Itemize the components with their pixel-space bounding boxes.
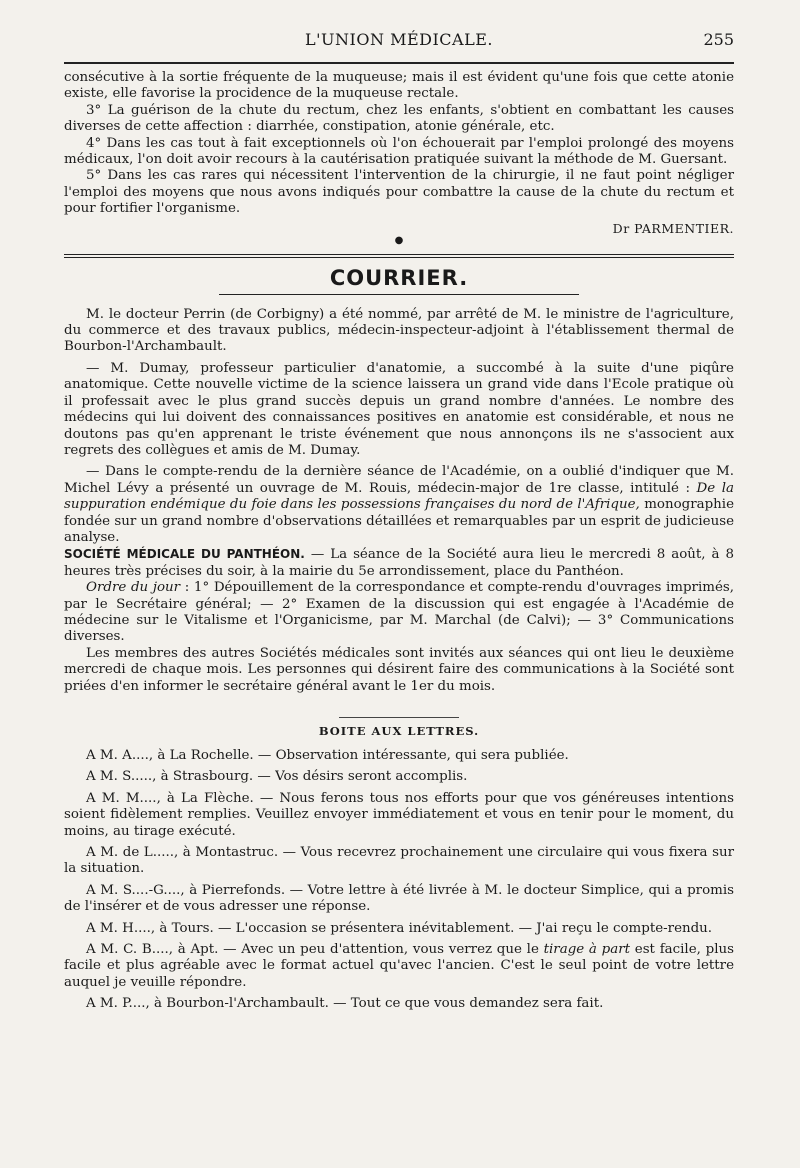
courrier-paragraph-3-start: — Dans le compte-rendu de la dernière séance de l'Académie, on a oublié d'indiquer que M. Michel Lévy a présenté un ouvrage de M. Rouis, médecin-major de 1re classe, intitulé : <box>64 464 734 496</box>
courrier-paragraph-3 <box>64 464 734 546</box>
society-name: SOCIÉTÉ MÉDICALE DU PANTHÉON. <box>64 547 305 562</box>
agenda-text: : 1° Dépouillement de la correspondance et compte-rendu d'ouvrages imprimés, par le Secrétaire général; — 2° Examen de la discussion qui est engagée à l'Académie de médecine sur le Vitalisme et l'Organicisme, par M. Marchal (de Calvi); — 3° Communications diverses. <box>64 580 734 645</box>
letter-7-emphasis: tirage à part <box>543 942 631 958</box>
header-rule <box>64 62 734 64</box>
courrier-paragraph-3-end: monographie fondée sur un grand nombre d'observations détaillées et remarquables par un esprit de judicieuse analyse. <box>64 497 734 545</box>
letter-item: A M. S....-G...., à Pierrefonds. — Votre lettre à été livrée à M. le docteur Simplice, qui a promis de l'insérer et de vous adresser une réponse. <box>64 882 734 915</box>
intro-paragraph-4: 5° Dans les cas rares qui nécessitent l'intervention de la chirurgie, il ne faut point négliger l'emploi des moyens que nous avons indiqués pour combattre la cause de la chute du rectum et pour fortifier l'organisme. <box>64 168 734 217</box>
letter-7-start: A M. C. B...., à Apt. — Avec un peu d'attention, vous verrez que le <box>86 942 539 958</box>
courrier-paragraph-6: Les membres des autres Sociétés médicales sont invités aux séances qui ont lieu le deuxième mercredi de chaque mois. Les personnes qui désirent faire des communications à la Société sont priées d'en informer le secrétaire général avant le 1er du mois. <box>64 645 734 694</box>
society-announcement: — La séance de la Société aura lieu le mercredi 8 août, à 8 heures très précises du soir, à la mairie du 5e arrondissement, place du Panthéon. <box>64 547 734 579</box>
courrier-heading: COURRIER. <box>329 265 469 290</box>
letter-item: A M. de L....., à Montastruc. — Vous recevrez prochainement une circulaire qui vous fixera sur la situation. <box>64 845 734 877</box>
letter-item: A M. A...., à La Rochelle. — Observation intéressante, qui sera publiée. <box>86 748 569 763</box>
section-double-rule <box>64 254 734 258</box>
courrier-paragraph-1: M. le docteur Perrin (de Corbigny) a été nommé, par arrêté de M. le ministre de l'agriculture, du commerce et des travaux publics, médecin-inspecteur-adjoint à l'établissement thermal de Bourbon-l'Archambault. <box>64 306 734 355</box>
letter-item: A M. S....., à Strasbourg. — Vos désirs seront accomplis. <box>86 769 468 785</box>
page-number: 255 <box>703 30 734 49</box>
courrier-rule <box>219 294 579 295</box>
page-header <box>64 28 734 58</box>
boite-heading: BOITE AUX LETTRES. <box>318 724 480 738</box>
journal-title: L'UNION MÉDICALE. <box>305 30 493 49</box>
boite-rule <box>339 717 459 718</box>
intro-paragraph-3: 4° Dans les cas tout à fait exceptionnels où l'on échouerait par l'emploi prolongé des moyens médicaux, l'on doit avoir recours à la cautérisation pratiquée suivant la méthode de M. Guersant. <box>64 135 734 168</box>
letter-item <box>64 942 734 991</box>
letter-7-end: est facile, plus facile et plus agréable avec le format actuel qu'avec l'ancien. C'est le seul point de votre lettre auquel je veuille répondre. <box>64 942 734 990</box>
letter-item: A M. H...., à Tours. — L'occasion se présentera inévitablement. — J'ai reçu le compte-rendu. <box>86 920 713 936</box>
book-title: De la suppuration endémique du foie dans les possessions françaises du nord de l'Afrique, <box>64 480 734 513</box>
letter-item: A M. P...., à Bourbon-l'Archambault. — Tout ce que vous demandez sera fait. <box>86 996 604 1012</box>
courrier-paragraph-2: — M. Dumay, professeur particulier d'anatomie, a succombé à la suite d'une piqûre anatomique. Cette nouvelle victime de la science laissera un grand vide dans l'Ecole pratique où il professait avec le plus grand succès depuis un grand nombre d'années. Le nombre des médecins qui lui doivent des connaissances positives en anatomie est considérable, et nous ne doutons pas qu'en apprenant le triste événement que nous annonçons ils ne s'associent aux regrets des collègues et amis de M. Dumay. <box>64 360 734 458</box>
intro-paragraph-1: consécutive à la sortie fréquente de la muqueuse; mais il est évident qu'une fois que cette atonie existe, elle favorise la procidence de la muqueuse rectale. <box>64 70 734 102</box>
intro-paragraph-2: 3° La guérison de la chute du rectum, chez les enfants, s'obtient en combattant les causes diverses de cette affection : diarrhée, constipation, atonie générale, etc. <box>64 102 734 135</box>
letter-item: A M. M...., à La Flèche. — Nous ferons tous nos efforts pour que vos généreuses intentions soient fidèlement remplies. Veuillez envoyer immédiatement et vous en tenir pour le moment, du moins, au tirage exécuté. <box>64 790 734 839</box>
author-signature: Dr PARMENTIER. <box>612 220 734 236</box>
agenda-label: Ordre du jour <box>86 580 181 596</box>
journal-page <box>64 28 734 1018</box>
courrier-paragraph-4 <box>64 546 734 580</box>
section-ornament: ● <box>394 234 404 246</box>
courrier-paragraph-5 <box>64 580 734 646</box>
